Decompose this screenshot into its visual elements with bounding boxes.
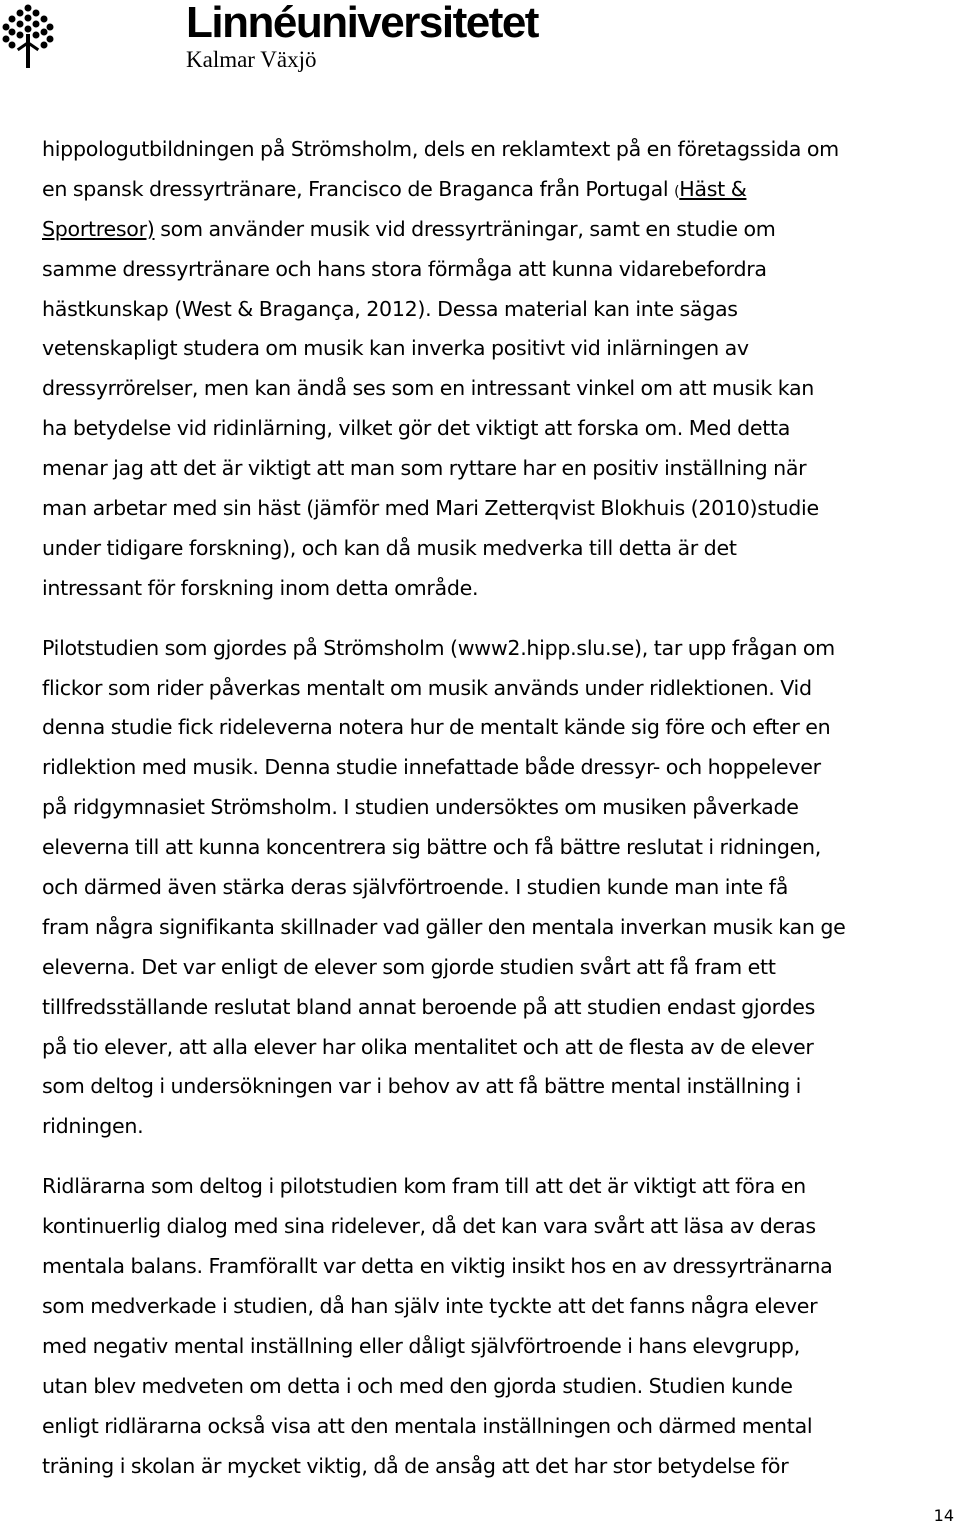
text-fragment: en spansk dressyrtränare, Francisco de Braganca från Portugal	[42, 176, 675, 201]
text-line: kontinuerlig dialog med sina ridelever, då det kan vara svårt att läsa av deras	[42, 1214, 816, 1239]
text-line: hästkunskap (West & Bragança, 2012). Dessa material kan inte sägas	[42, 296, 738, 321]
text-line: eleverna till att kunna koncentrera sig bättre och få bättre reslutat i ridningen,	[42, 835, 821, 860]
text-line: som medverkade i studien, då han själv inte tyckte att det fanns några elever	[42, 1293, 818, 1318]
text-line: denna studie fick rideleverna notera hur de mentalt kände sig före och efter en	[42, 715, 831, 740]
text-line: och därmed även stärka deras självförtroende. I studien kunde man inte få	[42, 875, 789, 900]
text-line: eleverna. Det var enligt de elever som gjorde studien svårt att få fram ett	[42, 954, 776, 979]
page-number: 14	[933, 1506, 954, 1525]
text-line: intressant för forskning inom detta område.	[42, 575, 479, 600]
text-line: Pilotstudien som gjordes på Strömsholm (www2.hipp.slu.se), tar upp frågan om	[42, 635, 835, 660]
paragraph-1	[42, 130, 960, 609]
logo-subtitle: Kalmar Växjö	[186, 47, 317, 72]
paragraph-gap	[42, 609, 960, 629]
text-line	[42, 170, 960, 210]
document-body	[42, 130, 960, 1486]
text-line: enligt ridlärarna också visa att den mentala inställningen och därmed mental	[42, 1413, 813, 1438]
text-line: fram några signifikanta skillnader vad gäller den mentala inverkan musik kan ge	[42, 914, 846, 939]
text-line: vetenskapligt studera om musik kan inverka positivt vid inlärningen av	[42, 336, 749, 361]
logo-name: Linnéuniversitetet	[186, 0, 538, 47]
text-line: dressyrrörelser, men kan ändå ses som en intressant vinkel om att musik kan	[42, 376, 815, 401]
text-line: Ridlärarna som deltog i pilotstudien kom fram till att det är viktigt att föra en	[42, 1174, 806, 1199]
text-line: mentala balans. Framförallt var detta en viktig insikt hos en av dressyrtränarna	[42, 1254, 833, 1279]
text-line: träning i skolan är mycket viktig, då de ansåg att det har stor betydelse för	[42, 1453, 789, 1478]
text-line	[42, 210, 960, 250]
text-line: man arbetar med sin häst (jämför med Mari Zetterqvist Blokhuis (2010)studie	[42, 496, 819, 521]
link-paren: (	[674, 183, 680, 200]
text-line: ha betydelse vid ridinlärning, vilket gör det viktigt att forska om. Med detta	[42, 416, 791, 441]
page-header	[0, 0, 960, 80]
hast-sportresor-link-continued[interactable]: Sportresor)	[42, 216, 155, 241]
text-line: tillfredsställande reslutat bland annat beroende på att studien endast gjordes	[42, 994, 816, 1019]
paragraph-2	[42, 629, 960, 1148]
text-line: ridningen.	[42, 1114, 144, 1139]
text-line: hippologutbildningen på Strömsholm, dels en reklamtext på en företagssida om	[42, 137, 839, 161]
paragraph-3	[42, 1167, 960, 1486]
paragraph-gap	[42, 1147, 960, 1167]
text-line: på ridgymnasiet Strömsholm. I studien undersöktes om musiken påverkade	[42, 795, 799, 820]
hast-sportresor-link[interactable]: Häst &	[679, 176, 747, 201]
text-line: under tidigare forskning), och kan då musik medverka till detta är det	[42, 535, 737, 560]
text-line: samme dressyrtränare och hans stora förmåga att kunna vidarebefordra	[42, 256, 767, 281]
text-line: ridlektion med musik. Denna studie innefattade både dressyr- och hoppelever	[42, 755, 821, 780]
text-line: som deltog i undersökningen var i behov av att få bättre mental inställning i	[42, 1074, 802, 1099]
text-line: menar jag att det är viktigt att man som ryttare har en positiv inställning när	[42, 456, 807, 481]
text-fragment: som använder musik vid dressyrträningar, samt en studie om	[160, 216, 776, 241]
text-line: på tio elever, att alla elever har olika mentalitet och att de flesta av de elever	[42, 1034, 814, 1059]
tree-icon	[2, 4, 54, 68]
text-line: utan blev medveten om detta i och med den gjorda studien. Studien kunde	[42, 1373, 793, 1398]
text-line: med negativ mental inställning eller dåligt självförtroende i hans elevgrupp,	[42, 1333, 800, 1358]
text-line: flickor som rider påverkas mentalt om musik används under ridlektionen. Vid	[42, 675, 812, 700]
